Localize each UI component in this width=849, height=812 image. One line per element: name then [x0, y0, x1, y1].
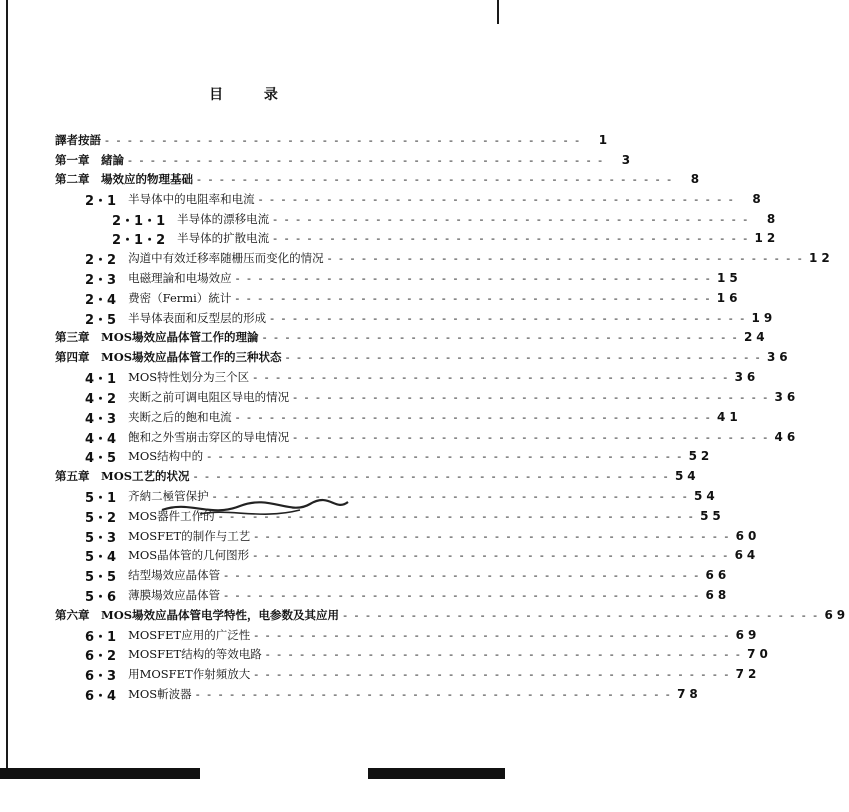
page-right-edge: [497, 0, 499, 24]
toc-section-row: [85, 664, 761, 684]
toc-dot-leader: - - - - - - - - - - - - - - - - - - - - - - - - - - - - - - - - - - - - - - - - - -: [253, 548, 730, 562]
toc-chapter-row: [55, 466, 700, 486]
toc-entry-label: MOSFET应用的广泛性: [128, 628, 251, 642]
toc-page-number: 69: [824, 608, 849, 622]
toc-dot-leader: - - - - - - - - - - - - - - - - - - - - - - - - - - - - - - - - - - - - - - - - - -: [235, 410, 712, 424]
toc-entry-label: MOSFET结构的等效电路: [128, 647, 262, 661]
toc-page-number: 12: [808, 251, 834, 265]
toc-entry-label: 第二章 場效应的物理基础: [55, 172, 193, 186]
toc-chapter-row: [55, 347, 792, 367]
toc-section-row: [85, 625, 761, 645]
page-title: 目 录: [209, 87, 296, 103]
toc-section-number: 4・3: [85, 411, 117, 427]
toc-page-number: 41: [716, 410, 742, 424]
toc-dot-leader: - - - - - - - - - - - - - - - - - - - - - - - - - - - - - - - - - - - - - - - - - -: [235, 271, 712, 285]
toc-dot-leader: - - - - - - - - - - - - - - - - - - - - - - - - - - - - - - - - - - - - - - - - - -: [273, 231, 750, 245]
toc-dot-leader: - - - - - - - - - - - - - - - - - - - - - - - - - - - - - - - - - - - - - - - - - -: [207, 449, 684, 463]
toc-dot-leader: - - - - - - - - - - - - - - - - - - - - - - - - - - - - - - - - - - - - - - - - - -: [218, 509, 695, 523]
toc-section-number: 6・1: [85, 629, 117, 645]
toc-page-number: 66: [705, 568, 731, 582]
toc-dot-leader: - - - - - - - - - - - - - - - - - - - - - - - - - - - - - - - - - - - - - - - - - -: [224, 588, 701, 602]
toc-section-row: [85, 248, 834, 268]
toc-dot-leader: - - - - - - - - - - - - - - - - - - - - - - - - - - - - - - - - - - - - - - - - - -: [193, 469, 670, 483]
toc-entry-label: 电磁理論和电場效应: [128, 271, 232, 285]
toc-page-number: 36: [766, 350, 792, 364]
page-left-edge: [6, 0, 8, 775]
toc-section-number: 2・3: [85, 272, 117, 288]
toc-dot-leader: - - - - - - - - - - - - - - - - - - - - - - - - - - - - - - - - - - - - - - - - - -: [128, 153, 605, 167]
toc-entry-label: 第三章 MOS場效应晶体管工作的理論: [55, 330, 259, 344]
toc-dot-leader: - - - - - - - - - - - - - - - - - - - - - - - - - - - - - - - - - - - - - - - - - -: [262, 330, 739, 344]
footer-bar-right: [368, 768, 505, 779]
toc-section-row: [85, 446, 714, 466]
toc-page-number: 60: [735, 529, 761, 543]
toc-dot-leader: - - - - - - - - - - - - - - - - - - - - - - - - - - - - - - - - - - - - - - - - - -: [258, 192, 735, 206]
toc-chapter-row: [55, 605, 849, 625]
toc-dot-leader: - - - - - - - - - - - - - - - - - - - - - - - - - - - - - - - - - - - - - - - - - -: [270, 311, 747, 325]
toc-dot-leader: - - - - - - - - - - - - - - - - - - - - - - - - - - - - - - - - - - - - - - - - - -: [293, 390, 770, 404]
toc-section-number: 4・1: [85, 371, 117, 387]
toc-page-number: 1: [598, 133, 612, 147]
toc-section-number: 5・2: [85, 510, 117, 526]
toc-section-row: [85, 189, 765, 209]
toc-entry-label: 薄膜場效应晶体管: [128, 588, 221, 602]
toc-page-number: 46: [774, 430, 800, 444]
toc-dot-leader: - - - - - - - - - - - - - - - - - - - - - - - - - - - - - - - - - - - - - - - - - -: [212, 489, 689, 503]
toc-page-number: 8: [752, 192, 765, 206]
toc-entry-label: 半导体的扩散电流: [177, 231, 270, 245]
toc-page-number: 36: [734, 370, 760, 384]
toc-entry-label: 第五章 MOS工艺的状况: [55, 469, 190, 483]
toc-entry-label: 半导体中的电阻率和电流: [128, 192, 255, 206]
toc-section-number: 2・5: [85, 312, 117, 328]
toc-section-row: [112, 228, 780, 248]
toc-page-number: 52: [688, 449, 714, 463]
toc-page-number: 72: [735, 667, 761, 681]
toc-section-row: [85, 367, 760, 387]
toc-dot-leader: - - - - - - - - - - - - - - - - - - - - - - - - - - - - - - - - - - - - - - - - - -: [197, 172, 674, 186]
toc-entry-label: MOS晶体管的几何图形: [128, 548, 250, 562]
toc-dot-leader: - - - - - - - - - - - - - - - - - - - - - - - - - - - - - - - - - - - - - - - - - -: [235, 291, 712, 305]
toc-dot-leader: - - - - - - - - - - - - - - - - - - - - - - - - - - - - - - - - - - - - - - - - - -: [273, 212, 750, 226]
toc-page-number: 24: [743, 330, 769, 344]
toc-section-row: [85, 268, 742, 288]
toc-entry-label: MOS器件工作的: [128, 509, 215, 523]
toc-chapter-row: [55, 150, 635, 170]
footer-bar-left: [0, 768, 200, 779]
toc-section-number: 5・4: [85, 549, 117, 565]
toc-entry-label: 沟道中有效迁移率随栅压而变化的情况: [128, 251, 324, 265]
toc-entry-label: 第一章 緒論: [55, 153, 124, 167]
toc-section-row: [85, 387, 800, 407]
toc-section-row: [85, 526, 761, 546]
toc-page-number: 78: [677, 687, 702, 701]
toc-entry-label: MOS斬波器: [128, 687, 192, 701]
toc-entry-label: 夹断之后的飽和电流: [128, 410, 232, 424]
toc-dot-leader: - - - - - - - - - - - - - - - - - - - - - - - - - - - - - - - - - - - - - - - - - -: [254, 529, 731, 543]
toc-section-number: 4・5: [85, 450, 117, 466]
toc-dot-leader: - - - - - - - - - - - - - - - - - - - - - - - - - - - - - - - - - - - - - - - - - -: [254, 667, 731, 681]
toc-entry-label: 飽和之外雪崩击穿区的导电情况: [128, 430, 290, 444]
toc-section-row: [85, 308, 777, 328]
toc-section-number: 5・3: [85, 530, 117, 546]
toc-section-number: 5・1: [85, 490, 117, 506]
toc-section-row: [85, 684, 702, 704]
toc-section-row: [112, 209, 780, 229]
toc-page-number: 68: [705, 588, 731, 602]
toc-dot-leader: - - - - - - - - - - - - - - - - - - - - - - - - - - - - - - - - - - - - - - - - - -: [343, 608, 820, 622]
toc-page-number: 19: [751, 311, 777, 325]
toc-entry-label: 用MOSFET作射頻放大: [128, 667, 251, 681]
toc-section-number: 6・3: [85, 668, 117, 684]
toc-page-number: 36: [774, 390, 800, 404]
toc-section-row: [85, 427, 800, 447]
toc-section-number: 6・4: [85, 688, 117, 704]
toc-entry-label: 第六章 MOS場效应晶体管电学特性，电参数及其应用: [55, 608, 340, 622]
toc-page-number: 8: [690, 172, 704, 186]
toc-section-row: [85, 407, 742, 427]
toc-section-number: 5・5: [85, 569, 117, 585]
toc-section-number: 2・1: [85, 193, 117, 209]
toc-chapter-row: [55, 169, 704, 189]
toc-section-row: [85, 644, 772, 664]
toc-section-number: 2・1・1: [112, 213, 166, 229]
toc-entry-label: 夹断之前可调电阻区导电的情况: [128, 390, 290, 404]
toc-section-number: 5・6: [85, 589, 117, 605]
toc-section-row: [85, 288, 742, 308]
toc-dot-leader: - - - - - - - - - - - - - - - - - - - - - - - - - - - - - - - - - - - - - - - - - -: [285, 350, 762, 364]
toc-page-number: 15: [716, 271, 742, 285]
toc-entry-label: 齐納二極管保护: [128, 489, 209, 503]
toc-section-number: 2・4: [85, 292, 117, 308]
toc-entry-label: 第四章 MOS場效应晶体管工作的三种状态: [55, 350, 282, 364]
toc-dot-leader: - - - - - - - - - - - - - - - - - - - - - - - - - - - - - - - - - - - - - - - - - -: [254, 628, 731, 642]
toc-dot-leader: - - - - - - - - - - - - - - - - - - - - - - - - - - - - - - - - - - - - - - - - - -: [327, 251, 804, 265]
toc-page-number: 12: [754, 231, 780, 245]
toc-page-number: 54: [693, 489, 719, 503]
toc-page-number: 8: [766, 212, 780, 226]
handwritten-scribble: [160, 496, 350, 522]
toc-section-number: 4・4: [85, 431, 117, 447]
toc-dot-leader: - - - - - - - - - - - - - - - - - - - - - - - - - - - - - - - - - - - - - - - - - -: [265, 647, 742, 661]
toc-entry-label: 费密（Fermi）統计: [128, 291, 232, 305]
toc-page-number: 16: [716, 291, 742, 305]
toc-dot-leader: - - - - - - - - - - - - - - - - - - - - - - - - - - - - - - - - - - - - - - - - - -: [105, 133, 582, 147]
toc-section-number: 2・2: [85, 252, 117, 268]
toc-section-row: [85, 585, 731, 605]
toc-page-number: 70: [747, 647, 772, 661]
toc-dot-leader: - - - - - - - - - - - - - - - - - - - - - - - - - - - - - - - - - - - - - - - - - -: [224, 568, 701, 582]
toc-dot-leader: - - - - - - - - - - - - - - - - - - - - - - - - - - - - - - - - - - - - - - - - - -: [253, 370, 730, 384]
toc-section-number: 6・2: [85, 648, 117, 664]
toc-entry-label: MOS特性划分为三个区: [128, 370, 250, 384]
toc-dot-leader: - - - - - - - - - - - - - - - - - - - - - - - - - - - - - - - - - - - - - - - - - -: [293, 430, 770, 444]
toc-chapter-row: [55, 327, 769, 347]
toc-section-number: 2・1・2: [112, 232, 166, 248]
toc-entry-label: MOS结构中的: [128, 449, 204, 463]
toc-page-number: 64: [734, 548, 760, 562]
toc-entry-label: 譯者按語: [55, 133, 101, 147]
toc-entry-label: 结型場效应晶体管: [128, 568, 221, 582]
toc-page-number: 54: [674, 469, 700, 483]
toc-page-number: 3: [621, 153, 635, 167]
toc-entry-label: 半导体的漂移电流: [177, 212, 270, 226]
toc-section-number: 4・2: [85, 391, 117, 407]
toc-section-row: [85, 565, 731, 585]
toc-entry-label: 半导体表面和反型层的形成: [128, 311, 267, 325]
toc-dot-leader: - - - - - - - - - - - - - - - - - - - - - - - - - - - - - - - - - - - - - - - - - -: [195, 687, 672, 701]
toc-page-number: 55: [700, 509, 725, 523]
toc-entry-label: MOSFET的制作与工艺: [128, 529, 251, 543]
toc-chapter-row: [55, 130, 612, 150]
toc-section-row: [85, 545, 760, 565]
toc-page-number: 69: [735, 628, 761, 642]
